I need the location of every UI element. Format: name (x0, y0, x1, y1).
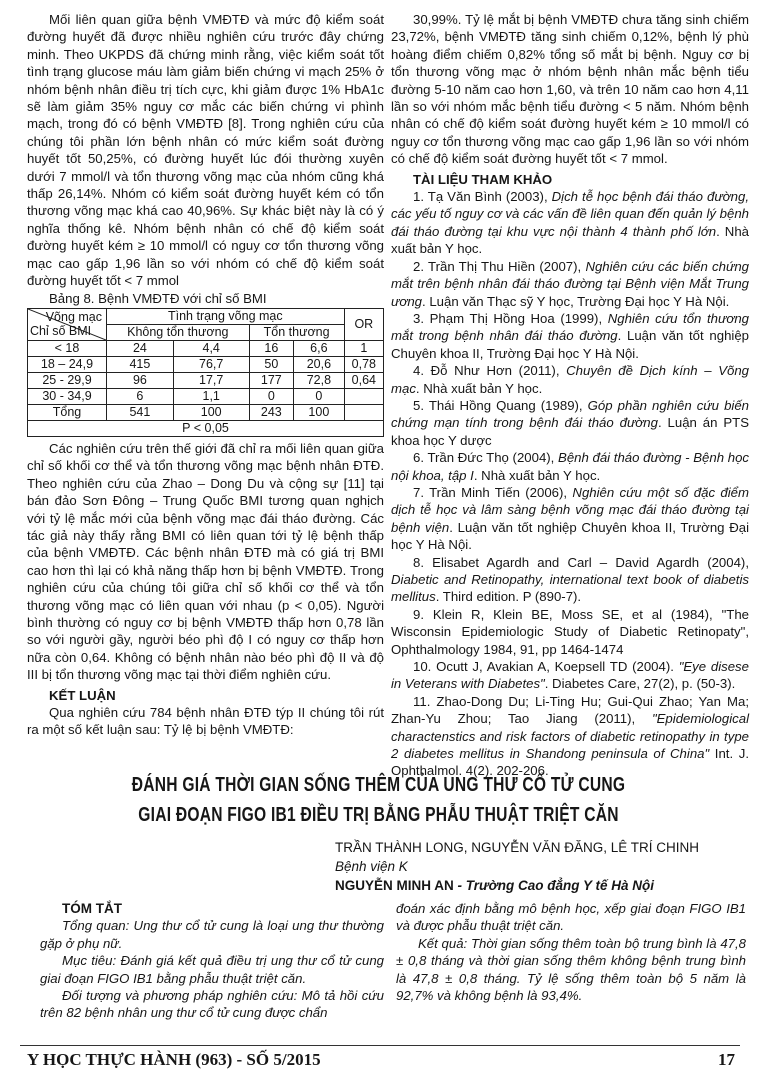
table-row (28, 356, 384, 372)
group-header: Tình trạng võng mạc (107, 308, 345, 324)
table-cell: 243 (249, 404, 294, 420)
author-block (335, 838, 699, 895)
table-row-total (28, 404, 384, 420)
reference-text: . Luận văn Thạc sỹ Y học, Trường Đại học Y Hà Nội. (422, 293, 730, 309)
reference-text: . Diabetes Care, 27(2), p. (50-3). (544, 676, 736, 692)
table-row (28, 388, 384, 404)
table-cell: 25 - 29,9 (28, 372, 107, 388)
reference-title: Nghiên cứu các biến chứng mắt trên bệnh nhân đái tháo đường tại Bệnh viện Mắt Trung ương (391, 258, 749, 309)
table-cell: 96 (107, 372, 174, 388)
table-cell (344, 388, 383, 404)
subheader-no-damage: Không tổn thương (107, 324, 250, 340)
table-cell: < 18 (28, 340, 107, 356)
or-header: OR (344, 308, 383, 340)
reference-text: 1. Tạ Văn Bình (2003), (413, 189, 552, 205)
table-cell: 0,78 (344, 356, 383, 372)
table-cell: 0 (249, 388, 294, 404)
left-column (27, 11, 384, 739)
table-cell (344, 404, 383, 420)
reference-text: 11. Zhao-Dong Du; Li-Ting Hu; Gui-Qui Zhao; Yan Ma; Zhan-Yu Zhou; Tao Jiang (2011), (391, 693, 749, 727)
corner-top-label: Võng mạc (45, 309, 102, 324)
reference-text: . Third edition. P (890-7). (435, 589, 582, 605)
table-cell: 6 (107, 388, 174, 404)
reference-text: 9. Klein R, Klein BE, Moss SE, et al (1984), "The Wisconsin Epidemiologic Study of Diabetic Retinopaty", Ophthalmology 1984, 91, pp 1464-1474 (391, 606, 749, 657)
reference-item (391, 693, 749, 780)
table-cell: 415 (107, 356, 174, 372)
section-heading-references: TÀI LIỆU THAM KHẢO (413, 171, 553, 187)
table-cell: 76,7 (173, 356, 249, 372)
reference-text: 6. Trần Đức Thọ (2004), (413, 450, 559, 466)
reference-item (391, 658, 749, 693)
table-cell: 541 (107, 404, 174, 420)
reference-title: Nghiên cứu một số đặc điểm dịch tễ học và lâm sàng bệnh võng mạc đái tháo đường tại bệnh viện (391, 484, 749, 535)
table-cell: 177 (249, 372, 294, 388)
corner-bottom-label: Chỉ số BMI (30, 323, 92, 338)
title-line: ĐÁNH GIÁ THỜI GIAN SỐNG THÊM CỦA UNG THƯ CỔ TỬ CUNG (131, 774, 626, 796)
reference-text: 8. Elisabet Agardh and Carl – David Agardh (2004), (413, 554, 749, 570)
reference-title: Góp phần nghiên cứu biến chứng mạn tính trong bệnh đái tháo đường (391, 397, 749, 431)
paragraph: Qua nghiên cứu 784 bệnh nhân ĐTĐ týp II chúng tôi rút ra một số kết luận sau: Tỷ lệ bị bệnh VMĐTĐ: (27, 705, 384, 738)
title-line: GIAI ĐOẠN FIGO IB1 ĐIỀU TRỊ BẰNG PHẪU THUẬT TRIỆT CĂN (138, 804, 619, 826)
reference-text: 7. Trần Minh Tiến (2006), (413, 484, 573, 500)
table-cell: 0 (294, 388, 345, 404)
abstract-paragraph: Tổng quan: Ung thư cổ tử cung là loại ung thư thường gặp ở phụ nữ. (40, 918, 384, 951)
journal-footer: Y HỌC THỰC HÀNH (963) - SỐ 5/2015 (27, 1050, 321, 1069)
reference-title: Nghiên cứu tổn thương mắt trong bệnh nhân đái tháo đường (391, 310, 749, 344)
table-cell: 100 (294, 404, 345, 420)
subheader-damage: Tổn thương (249, 324, 344, 340)
section-heading-conclusion: KẾT LUẬN (49, 687, 116, 703)
reference-title: "Epidemiological charactenstics and risk factors of diabetic retinopathy in type 2 diabetes mellitus in Shandong peninsula of China" (391, 711, 749, 762)
table-corner-cell (28, 308, 107, 340)
table-caption: Bảng 8. Bệnh VMĐTĐ với chỉ số BMI (49, 290, 267, 306)
table-cell: 20,6 (294, 356, 345, 372)
abstract-paragraph: đoán xác định bằng mô bệnh học, xếp giai đoạn FIGO IB1 và được phẫu thuật triệt căn. (396, 901, 746, 934)
reference-title: Chuyên đề Dịch kính – Võng mạc (391, 363, 749, 396)
table-cell: 1 (344, 340, 383, 356)
table-cell: Tổng (28, 404, 107, 420)
reference-list (391, 188, 749, 780)
table-cell: 17,7 (173, 372, 249, 388)
reference-item (391, 397, 749, 449)
table-cell: 72,8 (294, 372, 345, 388)
reference-text: . Nhà xuất bản Y học. (415, 380, 543, 396)
table-cell: 18 – 24,9 (28, 356, 107, 372)
table-cell: 24 (107, 340, 174, 356)
table-cell: 6,6 (294, 340, 345, 356)
reference-item (391, 554, 749, 606)
table-row (28, 372, 384, 388)
reference-text: 10. Ocutt J, Avakian A, Koepsell TD (2004). (413, 659, 679, 675)
affiliation: Bệnh viện K (335, 859, 408, 874)
abstract-paragraph: Kết quả: Thời gian sống thêm toàn bộ trung bình là 47,8 ± 0,8 tháng và thời gian sống thêm không bệnh trung bình là 47,8 ± 0,8 tháng. Tỷ lệ sống thêm toàn bộ 5 năm là 92,7% và không bệnh là 93,4%. (396, 935, 746, 1004)
reference-text: . Luận án PTS khoa học Y dược (391, 415, 749, 448)
article-title (83, 770, 673, 830)
table-cell: 4,4 (173, 340, 249, 356)
footer-rule (20, 1045, 740, 1046)
reference-item (391, 310, 749, 362)
table-cell: 100 (173, 404, 249, 420)
reference-text: 3. Phạm Thị Hồng Hoa (1999), (413, 310, 608, 326)
table-cell: 1,1 (173, 388, 249, 404)
reference-item (391, 362, 749, 397)
affiliation: - Trường Cao đẳng Y tế Hà Nội (453, 878, 654, 893)
paragraph: 30,99%. Tỷ lệ mắt bị bệnh VMĐTĐ chưa tăng sinh chiếm 23,72%, bệnh VMĐTĐ tăng sinh chiếm 0,12%, bệnh lý phù hoàng điểm chiếm 0,82% tổng số mắt bị bệnh. Nguy cơ bị tổn thương võng mạc ở nhóm bệnh nhân mắc bệnh tiểu đường 5-10 năm cao hơn 1,60, và trên 10 năm cao hơn 4,11 lần so với nhóm mắc bệnh tiểu đường < 5 năm. Nhóm bệnh nhân có chế độ kiểm soát đường huyết kém ≥ 10 mmol/l có nguy cơ tổn thương võng mạc cao gấp 1,96 lần so với nhóm có chế độ kiểm soát đường huyết tốt < 7 mmol. (391, 12, 749, 167)
right-column (391, 11, 749, 780)
reference-title: Bệnh đái tháo đường - Bệnh học nội khoa, tập I (391, 450, 749, 483)
abstract-paragraph: Đối tượng và phương pháp nghiên cứu: Mô tả hồi cứu trên 82 bệnh nhân ung thư cổ tử cung được chẩn (40, 988, 384, 1021)
table-footer-pvalue: P < 0,05 (28, 420, 384, 436)
table-cell: 50 (249, 356, 294, 372)
reference-text: 5. Thái Hồng Quang (1989), (413, 397, 588, 413)
page-number: 17 (718, 1050, 735, 1069)
reference-text: 4. Đỗ Như Hơn (2011), (413, 363, 567, 379)
reference-title: Diabetic and Retinopathy, international text book of diabetis mellitus (391, 572, 749, 605)
reference-text: 2. Trần Thị Thu Hiền (2007), (413, 258, 586, 274)
reference-item (391, 449, 749, 484)
reference-text: . Luận văn tốt nghiệp Chuyên khoa II, Trường Đại học Y Hà Nội. (391, 328, 749, 361)
bmi-table (27, 308, 384, 437)
authors: TRẦN THÀNH LONG, NGUYỄN VĂN ĐĂNG, LÊ TRÍ CHINH (335, 840, 700, 855)
paragraph: Các nghiên cứu trên thế giới đã chỉ ra mối liên quan giữa chỉ số khối cơ thể và tổn thương võng mạc bệnh nhân ĐTĐ. Theo nghiên cứu của Zhao – Dong Du và cộng sự [11] tại bán đảo Sơn Đông – Trung Quốc BMI tương quan nghịch với tỷ lệ mắc mới của bệnh võng mạc đái tháo đường. Các tác giả này thấy rằng BMI có liên quan tới tỷ lệ bệnh thấp của bệnh VMĐTĐ. Các bệnh nhân ĐTĐ mà có giá trị BMI cao hơn thì lại có khả năng thấp hơn bị bệnh VMĐTĐ. Trong nghiên cứu của chúng tôi giữa chỉ số khối cơ thể và tổn thương võng mạc có liên quan với nhau (p < 0,05). Người bình thường có nguy cơ bị bệnh VMĐTĐ thấp hơn 0,78 lần so với người gầy, người béo phì độ I có nguy cơ thấp hơn nữa còn 0,64. Không có bệnh nhân nào béo phì độ II và độ III bị tổn thương võng mạc tại thời điểm nghiên cứu. (27, 440, 384, 683)
paragraph: Mối liên quan giữa bệnh VMĐTĐ và mức độ kiểm soát đường huyết đã được nhiều nghiên cứu trước đây chứng minh. Theo UKPDS đã chứng minh rằng, việc kiểm soát tốt tình trạng glucose máu làm giảm biến chứng vi mạch 25% ở nhóm bệnh nhân điều trị tích cực, khi giảm được 1% HbA1c sẽ làm giảm 35% nguy cơ mắc các biến chứng vi phình mạch, trong đó có bệnh VMĐTĐ [8]. Trong nghiên cứu của chúng tôi phần lớn bệnh nhân có mức kiểm soát đường huyết tốt 50,25%, có đường huyết lúc đói thường xuyên dưới 7 mmol/l và tổn thương võng mạc của nhóm cũng khá thấp 26,14%. Nhóm có kiểm soát đường huyết kém có tổn thương võng mạc khá cao 40,96%. Sự khác biệt này là có ý nghĩa thống kê. Nhóm bệnh nhân có chế độ kiểm soát đường huyết kém ≥ 10 mmol/l có nguy cơ tổn thương võng mạc cao gấp 1,96 lần so với nhóm có chế độ kiểm soát đường huyết tốt < 7 mmol (27, 12, 384, 289)
reference-item (391, 606, 749, 658)
reference-text: . Nhà xuất bản Y học. (473, 467, 601, 483)
reference-item (391, 484, 749, 554)
table-cell: 16 (249, 340, 294, 356)
reference-title: Dịch tễ học bệnh đái tháo đường, các yếu tố nguy cơ và các vấn đề liên quan đến quản lý bệnh đái tháo đường tại khu vực nội thành 4 thành phố lớn (391, 189, 749, 239)
table-cell: 30 - 34,9 (28, 388, 107, 404)
reference-text: Int. J. Ophthalmol. 4(2). 202-206. (391, 746, 749, 779)
abstract-paragraph: Mục tiêu: Đánh giá kết quả điều trị ung thư cổ tử cung giai đoạn FIGO IB1 bằng phẫu thuật triệt căn. (40, 953, 384, 986)
reference-text: . Nhà xuất bản Y học. (391, 223, 749, 257)
reference-item (391, 258, 749, 310)
abstract-left (40, 900, 384, 1022)
authors: NGUYỄN MINH AN (335, 878, 454, 893)
abstract-right (396, 900, 746, 1004)
table-cell: 0,64 (344, 372, 383, 388)
reference-item (391, 188, 749, 258)
table-row (28, 340, 384, 356)
reference-text: . Luận văn tốt nghiệp Chuyên khoa II, Trường Đại học Y Hà Nội. (391, 519, 749, 553)
reference-title: "Eye disese in Veterans with Diabetes" (391, 659, 749, 692)
abstract-heading: TÓM TẮT (62, 901, 122, 916)
